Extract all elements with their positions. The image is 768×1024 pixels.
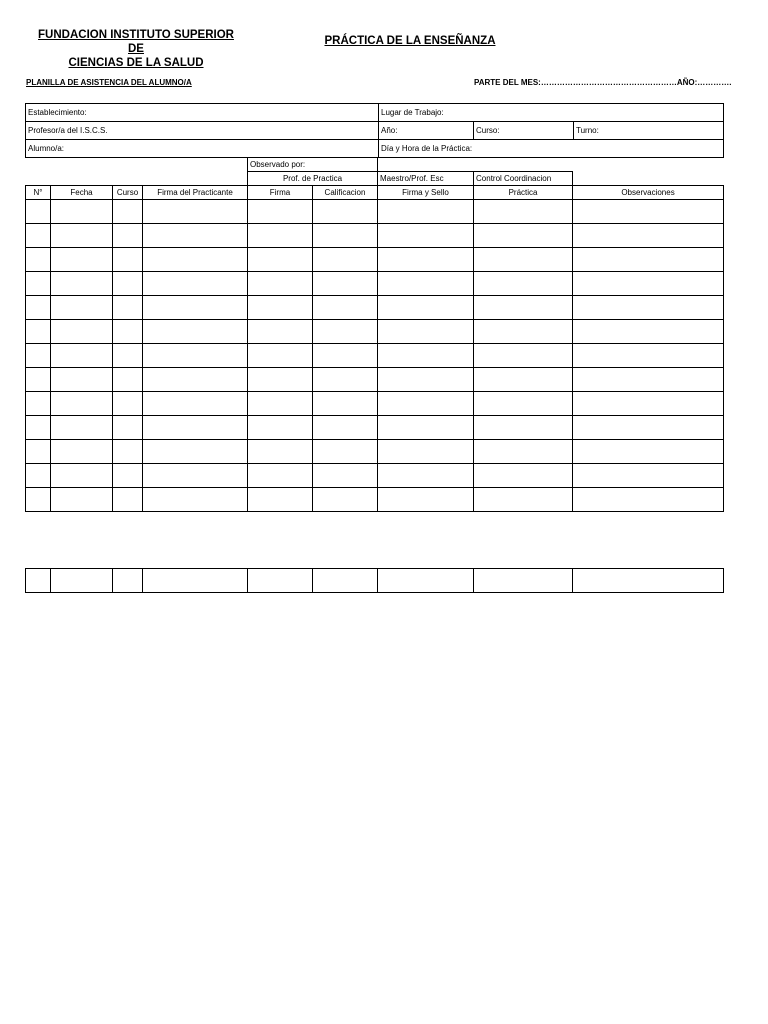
table-cell[interactable] <box>51 344 113 368</box>
table-cell[interactable] <box>378 368 474 392</box>
table-cell[interactable] <box>26 344 51 368</box>
table-cell[interactable] <box>26 200 51 224</box>
table-cell[interactable] <box>573 320 724 344</box>
table-cell[interactable] <box>313 272 378 296</box>
table-cell[interactable] <box>573 296 724 320</box>
table-cell[interactable] <box>313 464 378 488</box>
table-cell[interactable] <box>51 368 113 392</box>
table-cell[interactable] <box>248 248 313 272</box>
table-cell[interactable] <box>378 200 474 224</box>
table-row <box>26 440 724 464</box>
table-cell[interactable] <box>113 464 143 488</box>
coordination-label: Control Coordinacion <box>474 172 573 186</box>
table-cell[interactable] <box>26 569 51 593</box>
table-cell[interactable] <box>248 296 313 320</box>
table-cell[interactable] <box>51 272 113 296</box>
table-cell[interactable] <box>313 248 378 272</box>
table-cell[interactable] <box>51 248 113 272</box>
table-cell[interactable] <box>313 569 378 593</box>
table-row <box>26 320 724 344</box>
table-cell[interactable] <box>113 248 143 272</box>
table-cell[interactable] <box>313 416 378 440</box>
table-row <box>26 272 724 296</box>
table-cell[interactable] <box>474 320 573 344</box>
table-cell[interactable] <box>113 569 143 593</box>
table-cell[interactable] <box>113 200 143 224</box>
col-student-signature: Firma del Practicante <box>143 186 248 200</box>
table-cell[interactable] <box>248 200 313 224</box>
table-cell[interactable] <box>26 464 51 488</box>
table-cell[interactable] <box>474 344 573 368</box>
year-field[interactable]: Año: <box>379 122 474 140</box>
table-cell[interactable] <box>143 224 248 248</box>
table-cell[interactable] <box>248 224 313 248</box>
table-cell[interactable] <box>573 224 724 248</box>
table-cell[interactable] <box>113 224 143 248</box>
table-row <box>26 344 724 368</box>
table-cell[interactable] <box>51 569 113 593</box>
table-cell[interactable] <box>248 569 313 593</box>
table-cell[interactable] <box>26 320 51 344</box>
table-cell[interactable] <box>143 200 248 224</box>
table-cell[interactable] <box>113 368 143 392</box>
table-row <box>26 569 724 593</box>
table-cell[interactable] <box>313 392 378 416</box>
col-practice: Práctica <box>474 186 573 200</box>
school-teacher-label: Maestro/Prof. Esc <box>378 172 474 186</box>
table-cell[interactable] <box>378 464 474 488</box>
table-cell[interactable] <box>248 320 313 344</box>
table-cell[interactable] <box>573 569 724 593</box>
teacher-field[interactable]: Profesor/a del I.S.C.S. <box>26 122 379 140</box>
table-cell[interactable] <box>143 464 248 488</box>
table-cell[interactable] <box>248 488 313 512</box>
table-cell[interactable] <box>51 464 113 488</box>
table-cell[interactable] <box>474 392 573 416</box>
table-cell[interactable] <box>51 392 113 416</box>
table-cell[interactable] <box>378 392 474 416</box>
table-row <box>26 488 724 512</box>
col-signature: Firma <box>248 186 313 200</box>
table-cell[interactable] <box>474 440 573 464</box>
table-row <box>26 200 724 224</box>
table-cell[interactable] <box>26 392 51 416</box>
table-row <box>26 296 724 320</box>
table-cell[interactable] <box>474 464 573 488</box>
attendance-rows <box>26 200 724 512</box>
institution-name <box>30 28 242 70</box>
table-cell[interactable] <box>573 272 724 296</box>
table-cell[interactable] <box>378 248 474 272</box>
table-cell[interactable] <box>313 488 378 512</box>
table-cell[interactable] <box>143 416 248 440</box>
table-cell[interactable] <box>573 488 724 512</box>
practice-teacher-label: Prof. de Practica <box>248 172 378 186</box>
table-header-row <box>26 186 724 200</box>
table-cell[interactable] <box>143 248 248 272</box>
table-cell[interactable] <box>113 488 143 512</box>
attendance-table <box>25 157 724 512</box>
table-row <box>26 368 724 392</box>
table-cell[interactable] <box>51 440 113 464</box>
practice-date-field[interactable]: Día y Hora de la Práctica: <box>379 140 724 158</box>
table-cell[interactable] <box>113 392 143 416</box>
table-cell[interactable] <box>143 344 248 368</box>
course-field[interactable]: Curso: <box>474 122 574 140</box>
table-cell[interactable] <box>51 488 113 512</box>
shift-field[interactable]: Turno: <box>574 122 724 140</box>
observed-by-label: Observado por: <box>248 158 378 172</box>
table-cell[interactable] <box>51 416 113 440</box>
table-cell[interactable] <box>113 296 143 320</box>
table-cell[interactable] <box>573 464 724 488</box>
table-cell[interactable] <box>248 344 313 368</box>
table-cell[interactable] <box>143 488 248 512</box>
table-cell[interactable] <box>113 320 143 344</box>
table-cell[interactable] <box>143 392 248 416</box>
table-cell[interactable] <box>573 392 724 416</box>
student-info-table <box>25 103 724 158</box>
table-cell[interactable] <box>248 368 313 392</box>
table-cell[interactable] <box>113 440 143 464</box>
table-cell[interactable] <box>313 440 378 464</box>
col-date: Fecha <box>51 186 113 200</box>
establishment-field[interactable]: Establecimiento: <box>26 104 379 122</box>
table-cell[interactable] <box>26 296 51 320</box>
table-cell[interactable] <box>143 440 248 464</box>
table-cell[interactable] <box>474 296 573 320</box>
table-cell[interactable] <box>313 200 378 224</box>
table-cell[interactable] <box>143 368 248 392</box>
table-cell[interactable] <box>573 368 724 392</box>
table-cell[interactable] <box>26 440 51 464</box>
table-cell[interactable] <box>313 368 378 392</box>
table-cell[interactable] <box>378 488 474 512</box>
col-number: N° <box>26 186 51 200</box>
table-cell[interactable] <box>26 272 51 296</box>
table-cell[interactable] <box>313 320 378 344</box>
table-cell[interactable] <box>378 224 474 248</box>
table-cell[interactable] <box>248 440 313 464</box>
table-cell[interactable] <box>26 416 51 440</box>
col-observations: Observaciones <box>573 186 724 200</box>
table-row <box>26 248 724 272</box>
col-signature-stamp: Firma y Sello <box>378 186 474 200</box>
table-cell[interactable] <box>474 200 573 224</box>
document-title: PRÁCTICA DE LA ENSEÑANZA <box>324 35 496 47</box>
student-field[interactable]: Alumno/a: <box>26 140 379 158</box>
col-grade: Calificacion <box>313 186 378 200</box>
table-cell[interactable] <box>51 224 113 248</box>
table-cell[interactable] <box>313 344 378 368</box>
table-cell[interactable] <box>573 440 724 464</box>
table-cell[interactable] <box>378 569 474 593</box>
table-cell[interactable] <box>474 272 573 296</box>
table-cell[interactable] <box>378 416 474 440</box>
table-cell[interactable] <box>313 296 378 320</box>
table-cell[interactable] <box>378 296 474 320</box>
table-cell[interactable] <box>378 440 474 464</box>
table-cell[interactable] <box>474 569 573 593</box>
table-cell[interactable] <box>474 224 573 248</box>
table-cell[interactable] <box>51 296 113 320</box>
institution-line-1: FUNDACION INSTITUTO SUPERIOR DE <box>38 29 234 55</box>
table-cell[interactable] <box>143 272 248 296</box>
table-row <box>26 392 724 416</box>
table-cell[interactable] <box>26 368 51 392</box>
table-cell[interactable] <box>248 272 313 296</box>
table-cell[interactable] <box>474 248 573 272</box>
table-cell[interactable] <box>143 296 248 320</box>
table-cell[interactable] <box>51 200 113 224</box>
col-course: Curso <box>113 186 143 200</box>
table-cell[interactable] <box>573 416 724 440</box>
table-cell[interactable] <box>573 200 724 224</box>
month-year-field[interactable]: PARTE DEL MES:……………………………………………AÑO:…………. <box>474 78 732 87</box>
table-cell[interactable] <box>378 320 474 344</box>
table-cell[interactable] <box>573 344 724 368</box>
table-cell[interactable] <box>474 488 573 512</box>
table-row <box>26 464 724 488</box>
table-cell[interactable] <box>573 248 724 272</box>
table-row <box>26 416 724 440</box>
table-cell[interactable] <box>113 416 143 440</box>
table-cell[interactable] <box>143 320 248 344</box>
institution-line-2: CIENCIAS DE LA SALUD <box>68 57 204 69</box>
table-cell[interactable] <box>26 488 51 512</box>
table-cell[interactable] <box>378 272 474 296</box>
table-row <box>26 224 724 248</box>
form-subtitle: PLANILLA DE ASISTENCIA DEL ALUMNO/A <box>26 78 192 87</box>
table-cell[interactable] <box>248 464 313 488</box>
table-cell[interactable] <box>474 416 573 440</box>
table-cell[interactable] <box>248 392 313 416</box>
table-cell[interactable] <box>51 320 113 344</box>
table-cell[interactable] <box>113 272 143 296</box>
table-cell[interactable] <box>26 224 51 248</box>
table-cell[interactable] <box>474 368 573 392</box>
table-cell[interactable] <box>113 344 143 368</box>
table-cell[interactable] <box>248 416 313 440</box>
table-cell[interactable] <box>313 224 378 248</box>
workplace-field[interactable]: Lugar de Trabajo: <box>379 104 724 122</box>
table-cell[interactable] <box>378 344 474 368</box>
table-cell[interactable] <box>143 569 248 593</box>
extra-row-table <box>25 568 724 593</box>
table-cell[interactable] <box>26 248 51 272</box>
